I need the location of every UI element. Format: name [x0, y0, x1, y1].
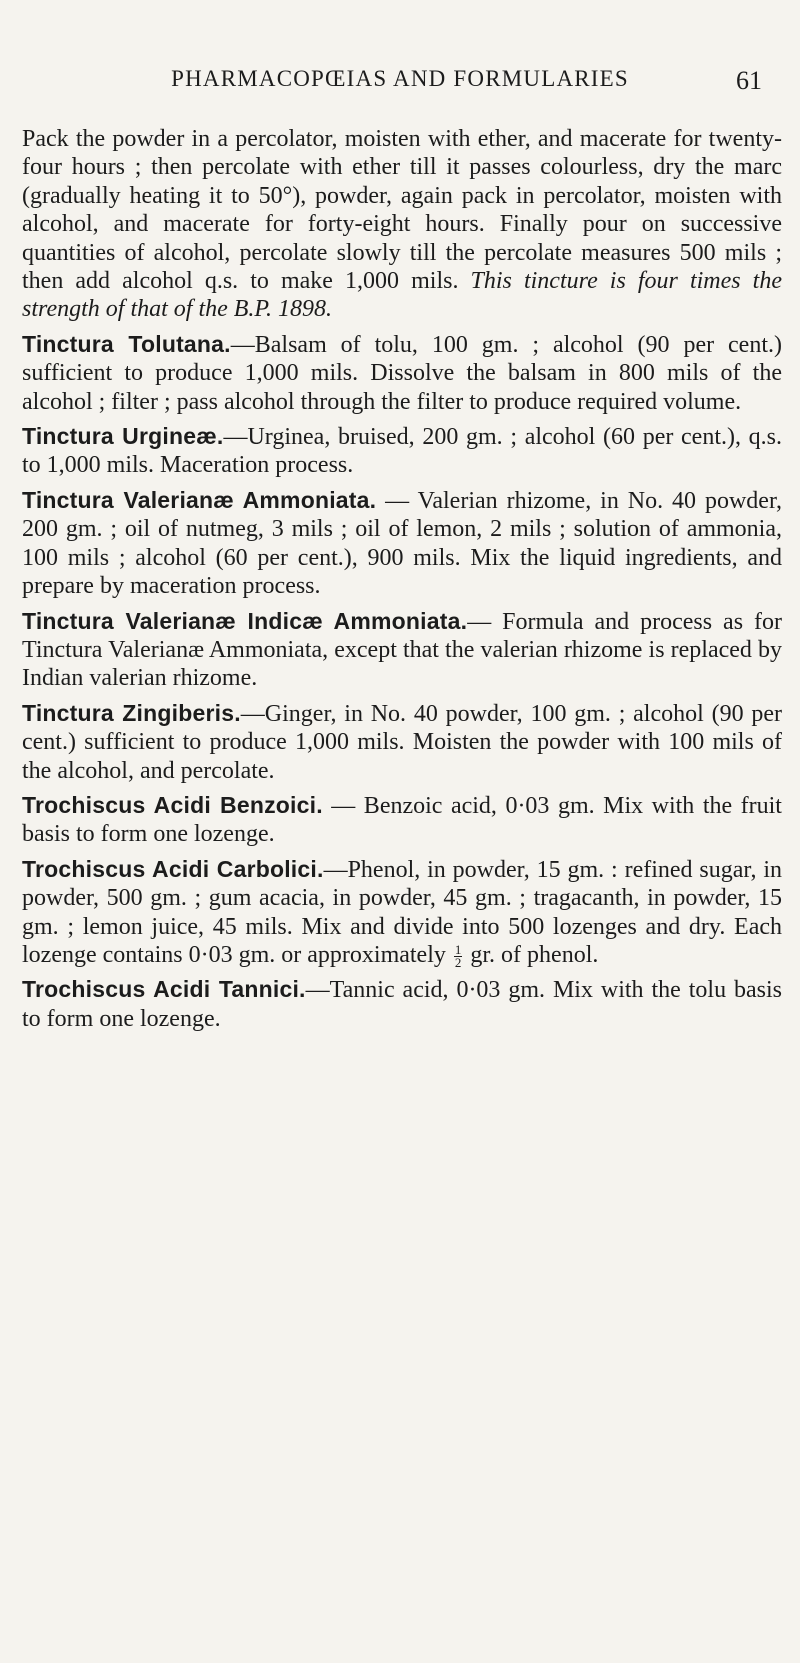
entry-text: — Formula and process as for Tinctura Valerianæ Ammoniata, except that the valerian rhizome is replaced by Indian valerian rhizome. [22, 608, 782, 692]
fraction-denominator: 2 [454, 954, 462, 970]
entry-heading: Tinctura Valerianæ Indicæ Ammoniata. [22, 607, 468, 634]
entry-trochiscus-acidi-tannici [22, 975, 782, 1033]
entry-tinctura-valerianae-ammoniata [22, 486, 782, 601]
page-number: 61 [736, 66, 762, 95]
entry-tinctura-tolutana [22, 330, 782, 416]
entry-text: — Valerian rhizome, in No. 40 powder, 200 gm. ; oil of nutmeg, 3 mils ; oil of lemon, 2 mils ; solution of ammonia, 100 mils ; alcohol (60 per cent.), 900 mils. Mix the liquid ingredients, and prepare by maceration process. [22, 487, 782, 600]
fraction-numerator: 1 [454, 941, 462, 957]
entry-text: —Balsam of tolu, 100 gm. ; alcohol (90 per cent.) sufficient to produce 1,000 mils. Dissolve the balsam in 800 mils of the alcohol ; filter ; pass alcohol through the filter to produce required volume. [22, 331, 782, 415]
entry-heading: Tinctura Tolutana. [22, 330, 231, 357]
entry-heading: Trochiscus Acidi Tannici. [22, 976, 306, 1003]
entry-heading: Tinctura Zingiberis. [22, 699, 241, 726]
entry-heading: Tinctura Valerianæ Ammoniata. [22, 486, 377, 513]
entry-heading: Trochiscus Acidi Carbolici. [22, 855, 324, 882]
strength-note: This tincture is four times the strength of that of the B.P. 1898. [22, 268, 783, 323]
entry-text: —Urginea, bruised, 200 gm. ; alcohol (60 per cent.), q.s. to 1,000 mils. Maceration process. [22, 424, 782, 479]
entry-heading: Tinctura Urgineæ. [22, 423, 224, 450]
entry-trochiscus-acidi-benzoici [22, 791, 782, 849]
half-fraction [454, 941, 463, 970]
entry-text: —Ginger, in No. 40 powder, 100 gm. ; alcohol (90 per cent.) sufficient to produce 1,000 mils. Moisten the powder with 100 mils of the alcohol, and percolate. [22, 700, 783, 784]
continuation-paragraph [22, 125, 782, 324]
entry-text: — Benzoic acid, 0·03 gm. Mix with the fruit basis to form one lozenge. [22, 792, 782, 848]
running-title: PHARMACOPŒIAS AND FORMULARIES [171, 66, 629, 91]
entry-text: —Phenol, in powder, 15 gm. : refined sugar, in powder, 500 gm. ; gum acacia, in powder, 45 gm. ; tragacanth, in powder, 15 gm. ; lemon juice, 45 mils. Mix and divide into 500 lozenges and dry. Each lozenge contains 0·03 gm. or approximately [22, 856, 783, 968]
entry-heading: Trochiscus Acidi Benzoici. [22, 791, 323, 818]
entry-tinctura-valerianae-indicae-ammoniata [22, 607, 782, 693]
entry-text: —Tannic acid, 0·03 gm. Mix with the tolu basis to form one lozenge. [22, 977, 783, 1032]
continuation-text: Pack the powder in a percolator, moisten with ether, and macerate for twenty-four hours ; then percolate with ether till it passes colourless, dry the marc (gradually heating it to 50°), powder, again pack in percolator, moisten with alcohol, and macerate for forty-eight hours. Finally pour on successive quantities of alcohol, percolate slowly till the percolate measures 500 mils ; then add alcohol q.s. to make 1,000 mils. [22, 126, 782, 295]
body-text [22, 125, 782, 1033]
entry-text-end: gr. of phenol. [470, 941, 599, 968]
entry-tinctura-urgineae [22, 422, 782, 480]
entry-trochiscus-acidi-carbolici [22, 855, 782, 970]
entry-tinctura-zingiberis [22, 699, 782, 785]
running-head [20, 66, 780, 100]
